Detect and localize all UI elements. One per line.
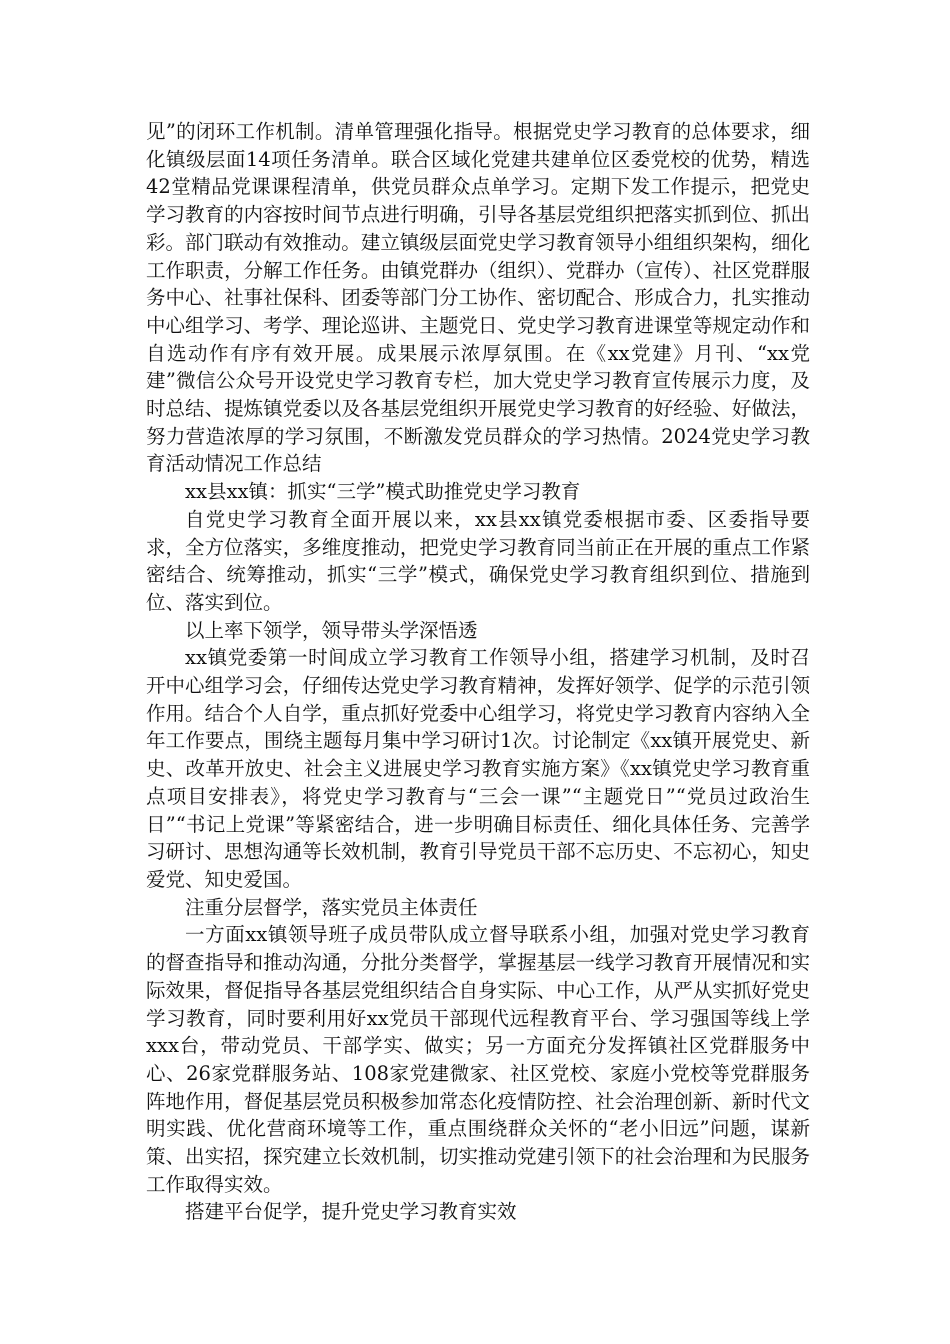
section-title: xx县xx镇：抓实“三学”模式助推党史学习教育	[185, 480, 581, 504]
section-heading: 注重分层督学，落实党员主体责任	[185, 895, 478, 919]
section-heading: 搭建平台促学，提升党史学习教育实效	[185, 1200, 517, 1224]
paragraph: 一方面xx镇领导班子成员带队成立督导联系小组，加强对党史学习教育的督查指导和推动沟通，分批分类督学，掌握基层一线学习教育开展情况和实际效果，督促指导各基层党组织结合自身实际、中心工作，从严从实抓好党史学习教育，同时要利用好xx党员干部现代远程教育平台、学习强国等线上学xxx台，带动党员、干部学实、做实；另一方面充分发挥镇社区党群服务中心、26家党群服务站、108家党建微家、社区党校、家庭小党校等党群服务阵地作用，督促基层党员积极参加常态化疫情防控、社会治理创新、新时代文明实践、优化营商环境等工作，重点围绕群众关怀的“老小旧远”问题，谋新策、出实招，探究建立长效机制，切实推动党建引领下的社会治理和为民服务工作取得实效。	[146, 923, 810, 1196]
paragraph: 自党史学习教育全面开展以来，xx县xx镇党委根据市委、区委指导要求，全方位落实，多维度推动，把党史学习教育同当前正在开展的重点工作紧密结合、统筹推动，抓实“三学”模式，确保党史学习教育组织到位、措施到位、落实到位。	[146, 507, 810, 614]
paragraph: 见”的闭环工作机制。清单管理强化指导。根据党史学习教育的总体要求，细化镇级层面14项任务清单。联合区域化党建共建单位区委党校的优势，精选42堂精品党课课程清单，供党员群众点单学习。定期下发工作提示，把党史学习教育的内容按时间节点进行明确，引导各基层党组织把落实抓到位、抓出彩。部门联动有效推动。建立镇级层面党史学习教育领导小组组织架构，细化工作职责，分解工作任务。由镇党群办（组织）、党群办（宣传）、社区党群服务中心、社事社保科、团委等部门分工协作、密切配合、形成合力，扎实推动中心组学习、考学、理论巡讲、主题党日、党史学习教育进课堂等规定动作和自选动作有序有效开展。成果展示浓厚氛围。在《xx党建》月刊、“xx党建”微信公众号开设党史学习教育专栏，加大党史学习教育宣传展示力度，及时总结、提炼镇党委以及各基层党组织开展党史学习教育的好经验、好做法，努力营造浓厚的学习氛围，不断激发党员群众的学习热情。2024党史学习教育活动情况工作总结	[146, 120, 810, 476]
document-body	[146, 118, 810, 1226]
section-heading: 以上率下领学，领导带头学深悟透	[185, 618, 478, 642]
paragraph: xx镇党委第一时间成立学习教育工作领导小组，搭建学习机制，及时召开中心组学习会，仔细传达党史学习教育精神，发挥好领学、促学的示范引领作用。结合个人自学，重点抓好党委中心组学习，将党史学习教育内容纳入全年工作要点，围绕主题每月集中学习研讨1次。讨论制定《xx镇开展党史、新史、改革开放史、社会主义进展史学习教育实施方案》《xx镇党史学习教育重点项目安排表》，将党史学习教育与“三会一课”“主题党日”“党员过政治生日”“书记上党课”等紧密结合，进一步明确目标责任、细化具体任务、完善学习研讨、思想沟通等长效机制，教育引导党员干部不忘历史、不忘初心，知史爱党、知史爱国。	[146, 646, 810, 891]
